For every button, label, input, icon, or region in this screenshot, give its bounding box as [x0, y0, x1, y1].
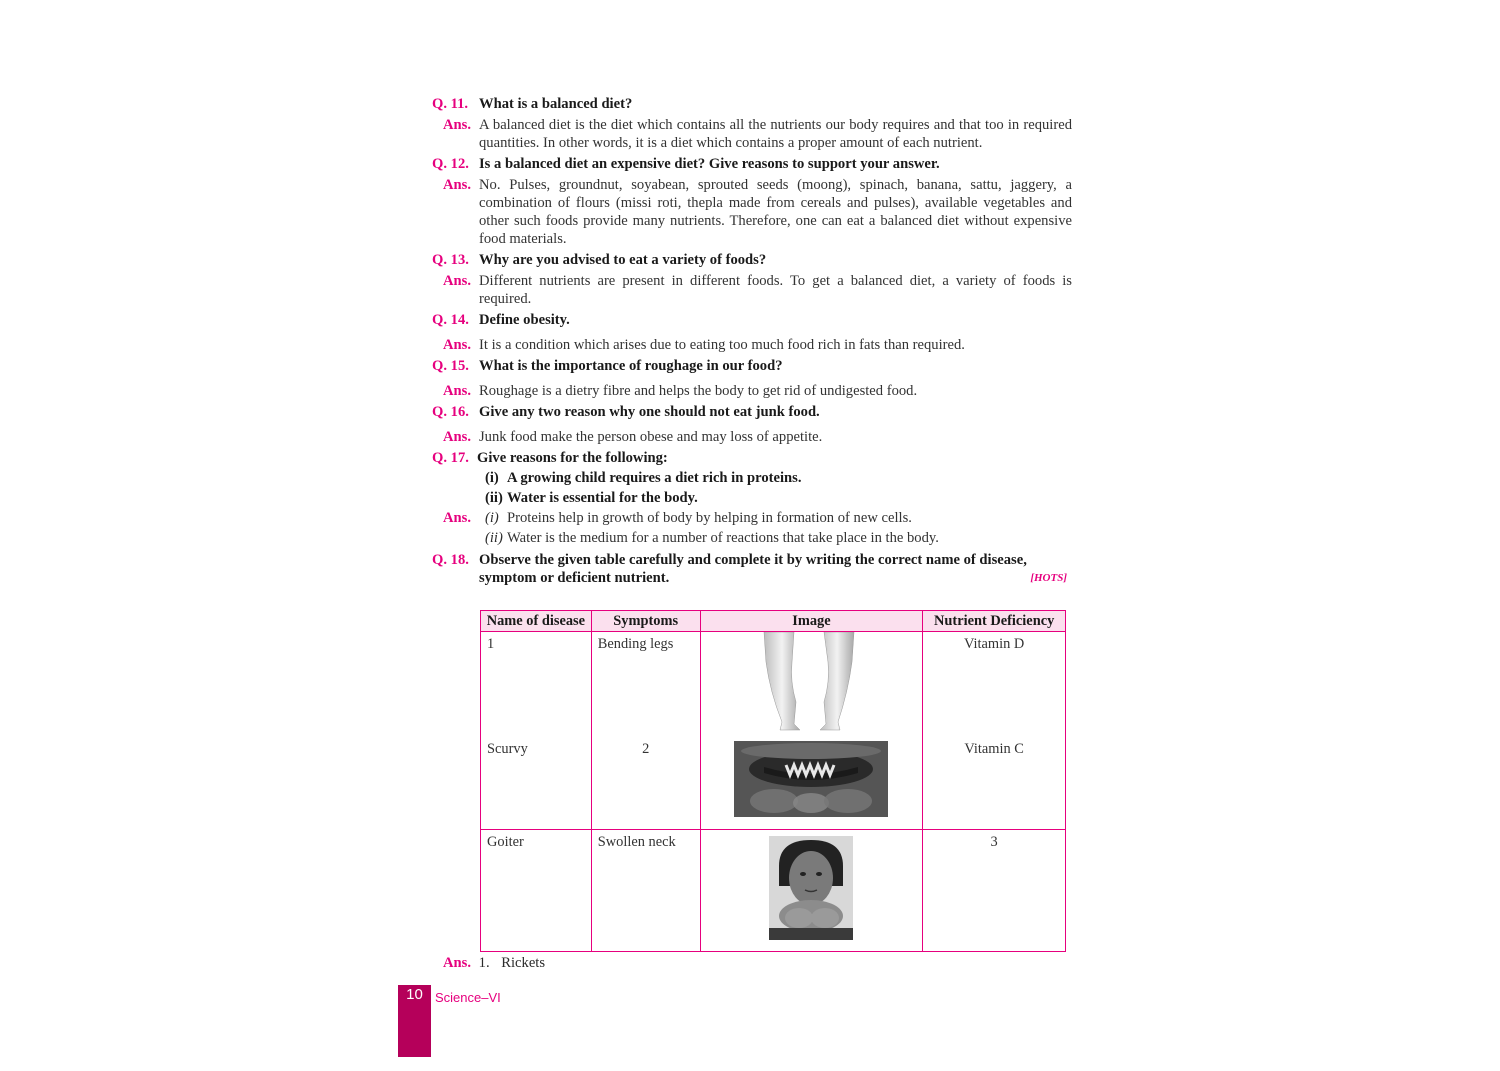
question-text: Give reasons for the following: — [477, 450, 668, 466]
answer-label: Ans. — [443, 177, 471, 193]
question — [432, 95, 1072, 113]
answer-text: Proteins help in growth of body by helping in formation of new cells. — [507, 510, 912, 526]
answer-text: No. Pulses, groundnut, soyabean, sprouted seeds (moong), spinach, banana, sattu, jaggery, a combination of flours (missi roti, thepla made from cereals and pulses), available vegetables and other such foods provide many nutrients. Therefore, one can eat a balanced diet without expensive food materials. — [479, 177, 1072, 247]
answer-text: Junk food make the person obese and may loss of appetite. — [479, 429, 823, 445]
part-roman: (i) — [485, 510, 499, 526]
answer-text: Water is the medium for a number of reactions that take place in the body. — [507, 530, 939, 546]
part-text: A growing child requires a diet rich in proteins. — [507, 470, 802, 486]
table-header-row — [481, 611, 1066, 632]
answer-label: Ans. — [443, 273, 471, 289]
disease-table — [480, 610, 1066, 952]
final-answer — [443, 955, 545, 972]
table-header: Image — [700, 611, 923, 632]
answer-text: Different nutrients are present in different foods. To get a balanced diet, a variety of foods is required. — [479, 273, 1072, 307]
part-roman: (ii) — [485, 530, 503, 546]
question-text: Why are you advised to eat a variety of foods? — [479, 252, 767, 268]
disease-cell: Goiter — [481, 829, 592, 951]
question-text: Define obesity. — [479, 312, 570, 328]
table-row — [481, 737, 1066, 829]
symptom-cell: Swollen neck — [591, 829, 700, 951]
question — [432, 311, 1072, 329]
part-roman: (ii) — [485, 490, 503, 506]
image-cell — [700, 829, 923, 951]
bleeding-gums-image — [734, 741, 888, 817]
image-cell — [700, 737, 923, 829]
symptom-cell: Bending legs — [591, 632, 700, 738]
question-number: Q. 16. — [432, 404, 469, 420]
symptom-cell: 2 — [591, 737, 700, 829]
question-text: What is the importance of roughage in our food? — [479, 358, 783, 374]
answer-part — [432, 509, 1072, 527]
question-number: Q. 11. — [432, 96, 469, 112]
answer-label: Ans. — [443, 429, 471, 445]
question-text: Is a balanced diet an expensive diet? Give reasons to support your answer. — [479, 156, 940, 172]
answer — [432, 116, 1072, 152]
question — [432, 155, 1072, 173]
answer-label: Ans. — [443, 955, 471, 971]
question — [432, 357, 1072, 375]
table-header: Name of disease — [481, 611, 592, 632]
table-row — [481, 632, 1066, 738]
hots-tag: [HOTS] — [1030, 572, 1067, 584]
question-number: Q. 13. — [432, 252, 469, 268]
question — [432, 251, 1072, 269]
answer-text: Rickets — [501, 955, 546, 971]
table-header: Symptoms — [591, 611, 700, 632]
answer-part — [432, 529, 1072, 547]
answer-label: Ans. — [443, 383, 471, 399]
answer-label: Ans. — [443, 510, 471, 526]
question-number: Q. 18. — [432, 552, 469, 568]
part-roman: (i) — [485, 470, 499, 486]
qa-section — [432, 92, 1072, 587]
disease-cell: Scurvy — [481, 737, 592, 829]
question — [432, 449, 1072, 467]
answer-text: Roughage is a dietry fibre and helps the body to get rid of undigested food. — [479, 383, 918, 399]
answer — [432, 336, 1072, 354]
page-number: 10 — [406, 986, 423, 1003]
goiter-image — [769, 836, 853, 940]
bowed-legs-image — [756, 632, 866, 732]
answer — [432, 176, 1072, 248]
answer — [432, 428, 1072, 446]
answer — [432, 382, 1072, 400]
question-text: Observe the given table carefully and complete it by writing the correct name of disease, symptom or deficient nutrient. — [479, 552, 1027, 586]
nutrient-cell: 3 — [923, 829, 1066, 951]
answer-number: 1. — [478, 955, 490, 971]
question-number: Q. 15. — [432, 358, 469, 374]
question-part — [432, 489, 1072, 507]
question-number: Q. 17. — [432, 450, 469, 466]
answer-label: Ans. — [443, 337, 471, 353]
question-text: What is a balanced diet? — [479, 96, 633, 112]
table-header: Nutrient Deficiency — [923, 611, 1066, 632]
answer-text: It is a condition which arises due to eating too much food rich in fats than required. — [479, 337, 965, 353]
question-number: Q. 14. — [432, 312, 469, 328]
answer — [432, 272, 1072, 308]
question — [432, 403, 1072, 421]
book-title: Science–VI — [435, 990, 501, 1005]
table-row — [481, 829, 1066, 951]
question-text: Give any two reason why one should not eat junk food. — [479, 404, 820, 420]
nutrient-cell: Vitamin C — [923, 737, 1066, 829]
question — [432, 551, 1072, 587]
question-part — [432, 469, 1072, 487]
disease-cell: 1 — [481, 632, 592, 738]
answer-text: A balanced diet is the diet which contains all the nutrients our body requires and that too in required quantities. In other words, it is a diet which contains a proper amount of each nutrient. — [479, 117, 1072, 151]
answer-label: Ans. — [443, 117, 471, 133]
nutrient-cell: Vitamin D — [923, 632, 1066, 738]
image-cell — [700, 632, 923, 738]
part-text: Water is essential for the body. — [507, 490, 698, 506]
question-number: Q. 12. — [432, 156, 469, 172]
